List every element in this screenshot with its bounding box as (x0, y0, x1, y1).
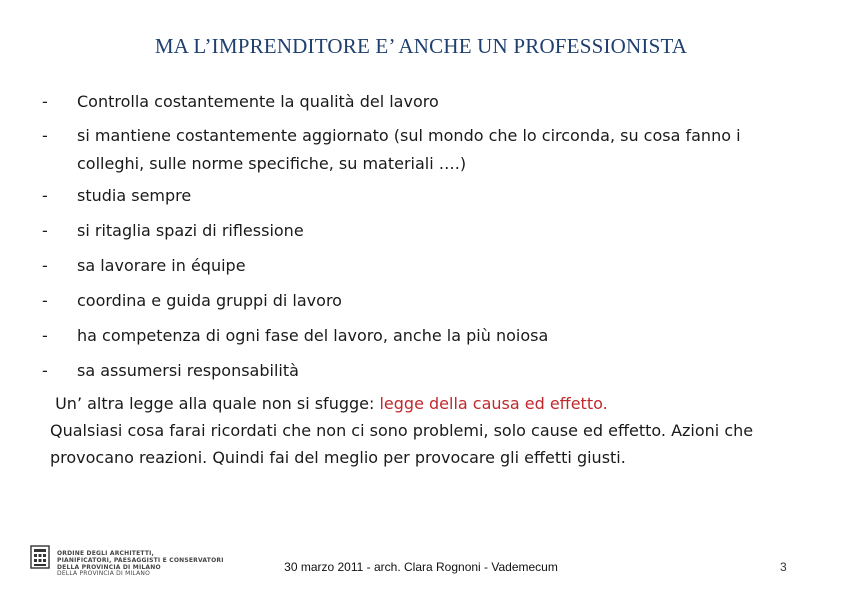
bullet-text: sa assumersi responsabilità (77, 361, 299, 380)
bullet-text: si mantiene costantemente aggiornato (sul mondo che lo circonda, su cosa fanno i (77, 126, 741, 145)
bullet-marker: - (42, 291, 48, 310)
logo-line: PIANIFICATORI, PAESAGGISTI E CONSERVATORI (57, 556, 224, 564)
logo-line: ORDINE DEGLI ARCHITETTI, (57, 550, 155, 557)
bullet-text: Controlla costantemente la qualità del lavoro (77, 92, 439, 111)
logo-line: DELLA PROVINCIA DI MILANO (57, 563, 161, 571)
paragraph-line: provocano reazioni. Quindi fai del meglio per provocare gli effetti giusti. (50, 448, 626, 467)
bullet-marker: - (42, 326, 48, 345)
slide-title: MA L’IMPRENDITORE E’ ANCHE UN PROFESSIONISTA (154, 34, 688, 58)
bullet-marker: - (42, 126, 48, 145)
bullet-text: ha competenza di ogni fase del lavoro, anche la più noiosa (77, 326, 549, 345)
bullet-text: colleghi, sulle norme specifiche, su materiali ….) (77, 154, 467, 173)
bullet-marker: - (42, 361, 48, 380)
page-number: 3 (780, 560, 787, 574)
footer-caption: 30 marzo 2011 - arch. Clara Rognoni - Vademecum (284, 560, 558, 574)
paragraph-line (50, 392, 608, 416)
paragraph-text: Un’ altra legge alla quale non si sfugge: (50, 394, 380, 413)
law-highlight: legge della causa ed effetto. (379, 394, 608, 413)
bullet-marker: - (42, 221, 48, 240)
bullet-text: si ritaglia spazi di riflessione (77, 221, 304, 240)
bullet-text: sa lavorare in équipe (77, 256, 246, 275)
bullet-marker: - (42, 186, 48, 205)
logo-line: DELLA PROVINCIA DI MILANO (57, 570, 151, 578)
bullet-marker: - (42, 92, 48, 111)
bullet-text: studia sempre (77, 186, 192, 205)
bullet-text: coordina e guida gruppi di lavoro (77, 291, 342, 310)
paragraph-line: Qualsiasi cosa farai ricordati che non ci sono problemi, solo cause ed effetto. Azioni che (50, 421, 754, 440)
bullet-marker: - (42, 256, 48, 275)
